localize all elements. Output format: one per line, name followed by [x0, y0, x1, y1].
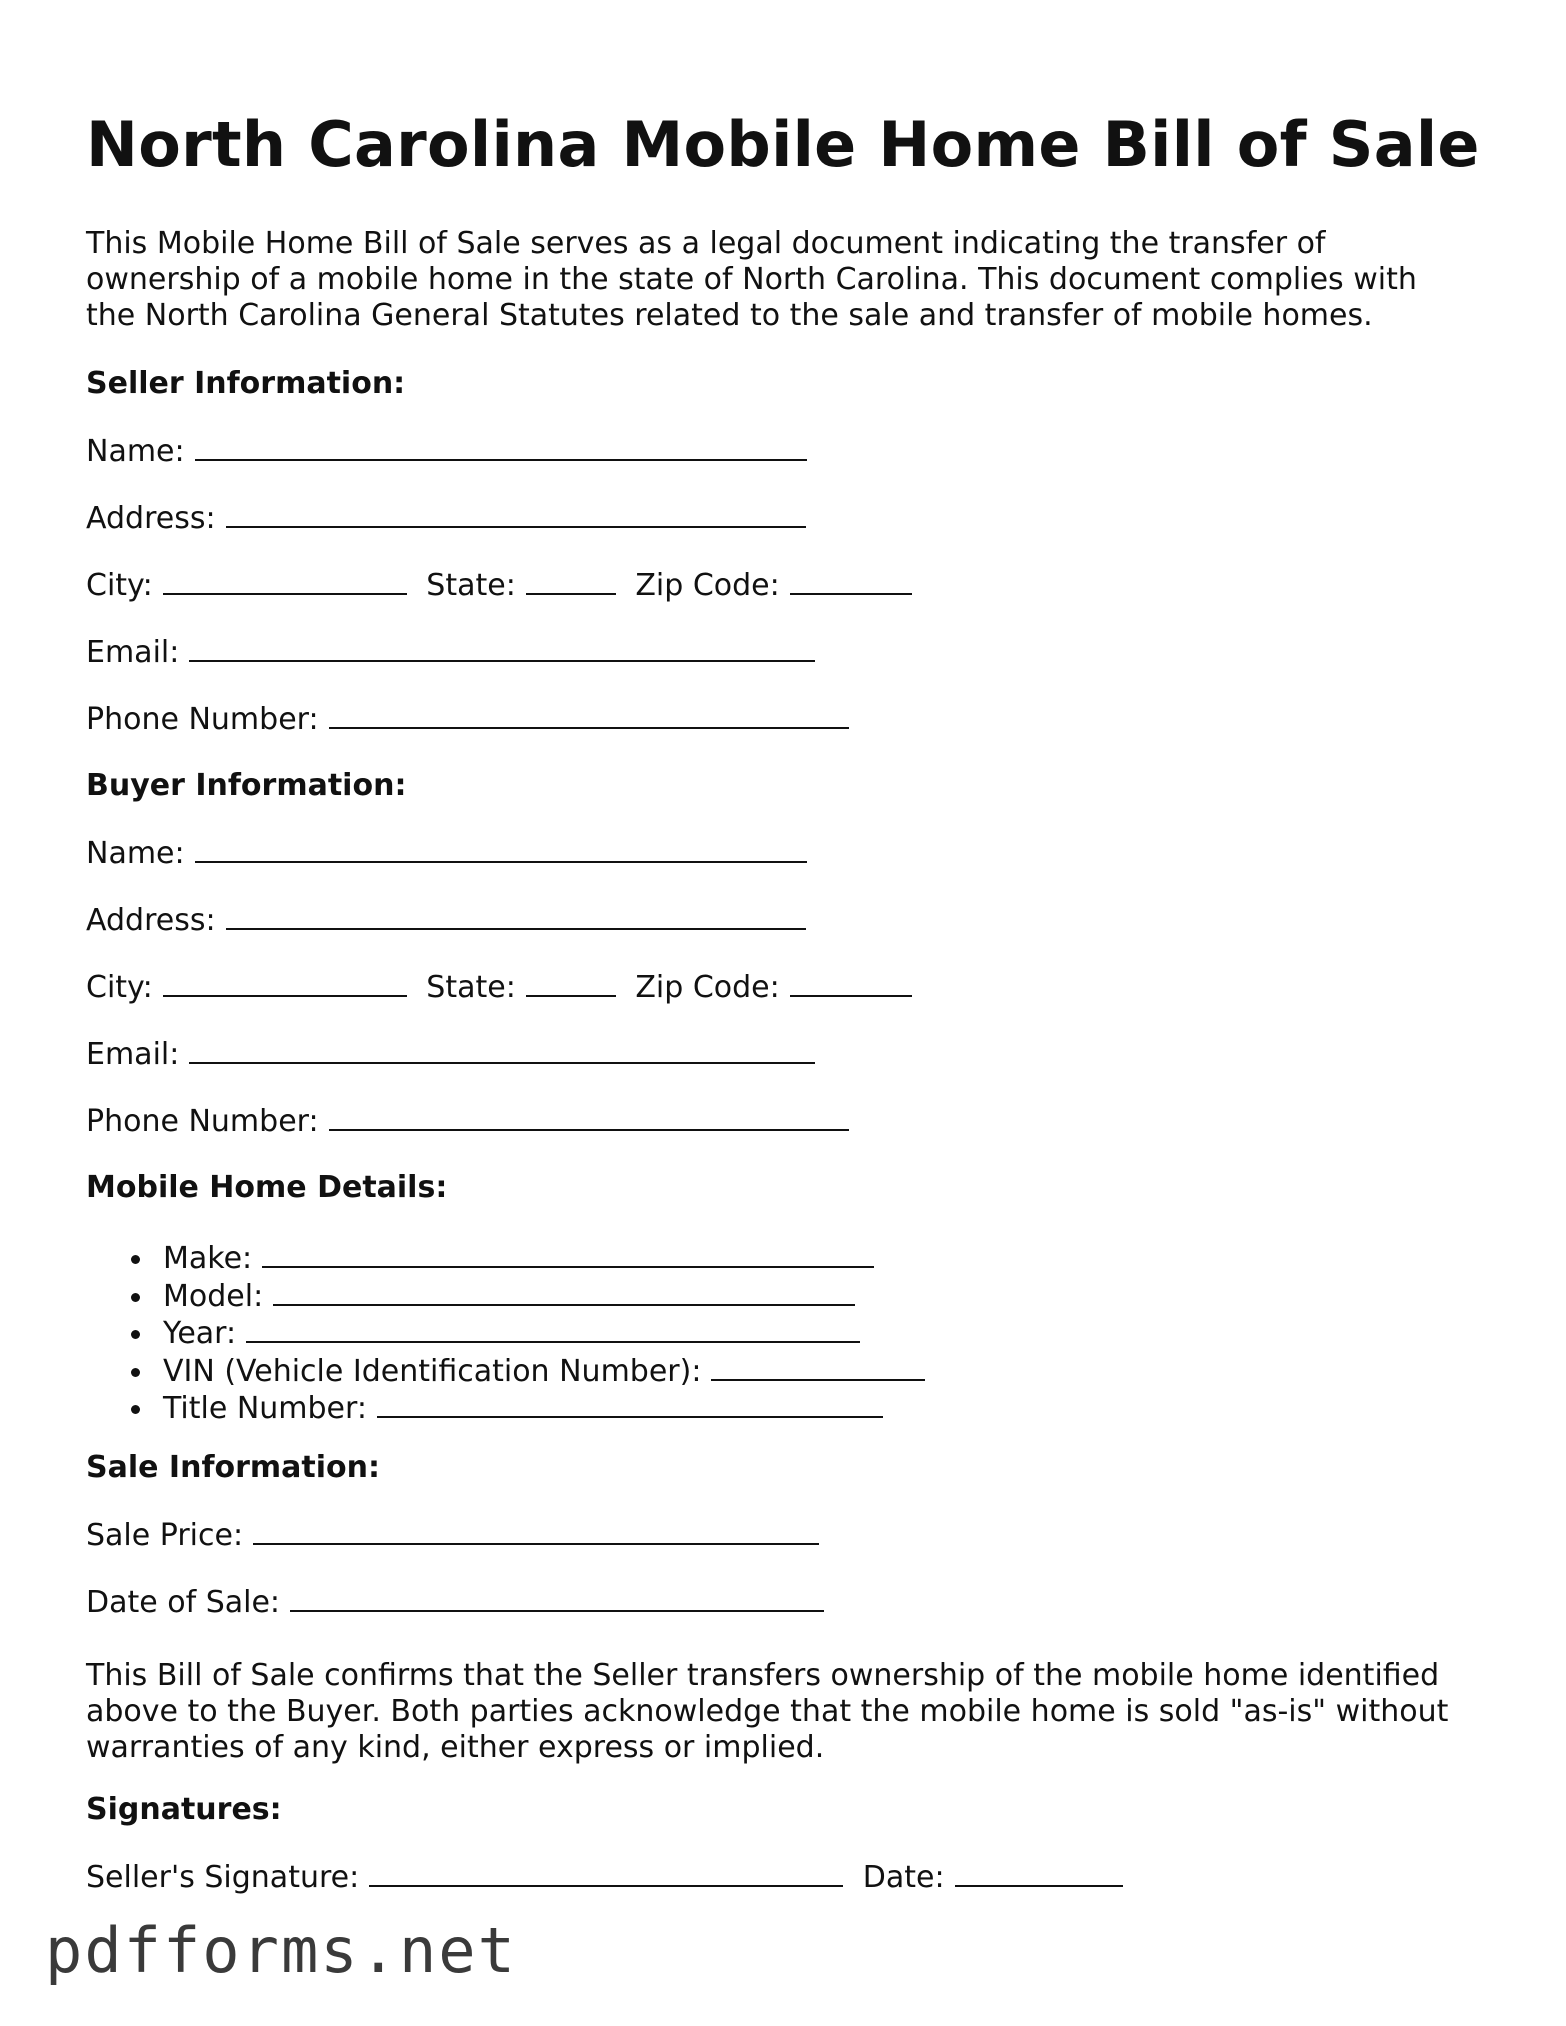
buyer-name-label: Name:: [86, 836, 185, 871]
buyer-address-label: Address:: [86, 903, 216, 938]
date-of-sale-row: [86, 1584, 824, 1621]
title-number-label: Title Number:: [163, 1391, 367, 1426]
mobile-home-details-list: [86, 1240, 925, 1428]
make-field[interactable]: [262, 1240, 874, 1268]
list-item: [86, 1240, 925, 1278]
year-field[interactable]: [246, 1315, 860, 1343]
signature-date-field[interactable]: [955, 1859, 1123, 1887]
closing-paragraph: [86, 1658, 1486, 1766]
closing-line: above to the Buyer. Both parties acknowledge that the mobile home is sold "as-is" without: [86, 1694, 1449, 1729]
seller-signature-row: [86, 1859, 1123, 1896]
title-number-field[interactable]: [377, 1390, 883, 1418]
mobile-home-section-heading: Mobile Home Details:: [86, 1170, 448, 1205]
intro-line: ownership of a mobile home in the state of North Carolina. This document complies with: [86, 262, 1417, 297]
signatures-section-heading: Signatures:: [86, 1792, 282, 1827]
vin-field[interactable]: [711, 1353, 925, 1381]
list-item: [86, 1278, 925, 1316]
buyer-email-row: [86, 1036, 815, 1073]
buyer-name-row: [86, 835, 807, 872]
seller-phone-field[interactable]: [329, 701, 849, 729]
sale-section-heading: Sale Information:: [86, 1450, 380, 1485]
seller-zip-field[interactable]: [790, 567, 912, 595]
sale-price-label: Sale Price:: [86, 1518, 244, 1553]
make-label: Make:: [163, 1241, 253, 1276]
closing-line: This Bill of Sale confirms that the Seller transfers ownership of the mobile home identified: [86, 1658, 1440, 1693]
signature-date-label: Date:: [862, 1860, 945, 1895]
sale-price-field[interactable]: [253, 1517, 819, 1545]
buyer-section-heading: Buyer Information:: [86, 768, 407, 803]
closing-line: warranties of any kind, either express or implied.: [86, 1730, 825, 1765]
year-label: Year:: [163, 1316, 237, 1351]
buyer-phone-row: [86, 1103, 849, 1140]
seller-address-label: Address:: [86, 501, 216, 536]
model-field[interactable]: [273, 1278, 855, 1306]
seller-city-row: [86, 567, 912, 604]
document-title: North Carolina Mobile Home Bill of Sale: [86, 108, 1480, 181]
seller-email-field[interactable]: [189, 634, 815, 662]
buyer-state-field[interactable]: [526, 969, 616, 997]
seller-city-label: City:: [86, 568, 153, 603]
buyer-city-field[interactable]: [163, 969, 407, 997]
seller-section-heading: Seller Information:: [86, 366, 406, 401]
seller-name-label: Name:: [86, 434, 185, 469]
intro-line: the North Carolina General Statutes related to the sale and transfer of mobile homes.: [86, 298, 1373, 333]
buyer-phone-field[interactable]: [329, 1103, 849, 1131]
seller-phone-label: Phone Number:: [86, 702, 319, 737]
seller-state-label: State:: [426, 568, 516, 603]
list-item: [86, 1390, 925, 1428]
seller-zip-label: Zip Code:: [635, 568, 780, 603]
buyer-email-field[interactable]: [189, 1036, 815, 1064]
sale-price-row: [86, 1517, 819, 1554]
seller-email-label: Email:: [86, 635, 180, 670]
date-of-sale-field[interactable]: [290, 1584, 824, 1612]
seller-state-field[interactable]: [526, 567, 616, 595]
pdfforms-watermark: pdfforms.net: [45, 1914, 517, 1987]
model-label: Model:: [163, 1278, 264, 1314]
seller-name-row: [86, 433, 807, 470]
buyer-city-label: City:: [86, 970, 153, 1005]
seller-address-row: [86, 500, 806, 537]
buyer-state-label: State:: [426, 970, 516, 1005]
vin-label: VIN (Vehicle Identification Number):: [163, 1353, 702, 1389]
list-item: [86, 1315, 925, 1353]
intro-paragraph: [86, 226, 1486, 334]
seller-city-field[interactable]: [163, 567, 407, 595]
seller-signature-label: Seller's Signature:: [86, 1860, 360, 1895]
buyer-name-field[interactable]: [195, 835, 807, 863]
seller-name-field[interactable]: [195, 433, 807, 461]
seller-address-field[interactable]: [226, 500, 806, 528]
seller-phone-row: [86, 701, 849, 738]
seller-email-row: [86, 634, 815, 671]
buyer-city-row: [86, 969, 912, 1006]
buyer-address-field[interactable]: [226, 902, 806, 930]
buyer-email-label: Email:: [86, 1037, 180, 1072]
date-of-sale-label: Date of Sale:: [86, 1585, 281, 1620]
buyer-zip-label: Zip Code:: [635, 970, 780, 1005]
buyer-zip-field[interactable]: [790, 969, 912, 997]
seller-signature-field[interactable]: [369, 1859, 843, 1887]
intro-line: This Mobile Home Bill of Sale serves as a legal document indicating the transfer of: [86, 226, 1326, 261]
list-item: [86, 1353, 925, 1391]
buyer-phone-label: Phone Number:: [86, 1104, 319, 1139]
buyer-address-row: [86, 902, 806, 939]
